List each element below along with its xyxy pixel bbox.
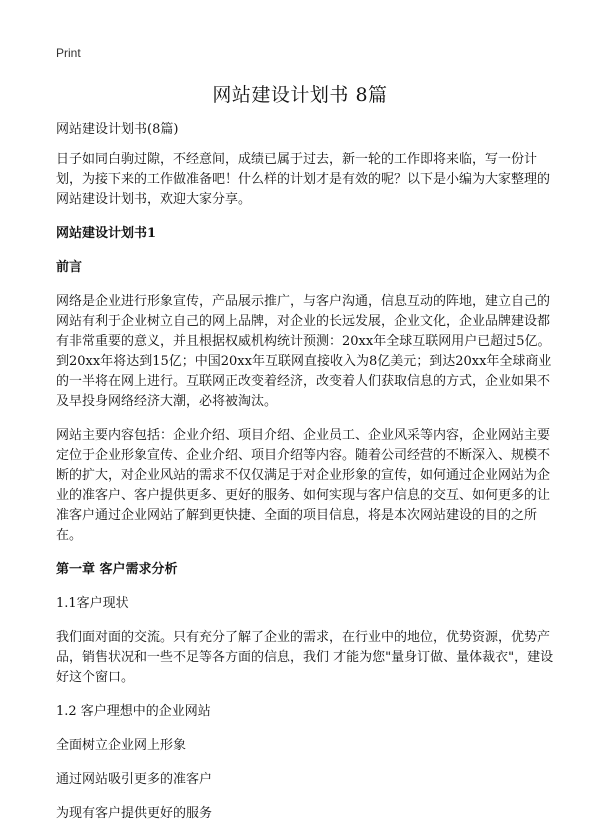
document-title: 网站建设计划书 8篇 — [212, 84, 388, 106]
list-item: 通过网站吸引更多的准客户 — [56, 772, 213, 787]
heading-plan-1: 网站建设计划书1 — [56, 226, 157, 241]
list-item: 为现有客户提供更好的服务 — [56, 806, 213, 821]
preface-paragraph-2: 网站主要内容包括：企业介绍、项目介绍、企业员工、企业风采等内容，企业网站主要定位于企业形象宣传、企业介绍、项目介绍等内容。随着公司经营的不断深入、规模不断的扩大，对企业风站的需求不仅仅满足于对企业形象的宣传，如何通过企业网站为企业的准客户、客户提供更多、更好的服务、如何实现与客户信息的交互、如何更多的让准客户通过企业网站了解到更快捷、全面的项目信息，将是本次网站建设的目的之所在。 — [56, 428, 551, 543]
document-subtitle: 网站建设计划书(8篇) — [56, 122, 179, 137]
preface-paragraph-1: 网络是企业进行形象宣传，产品展示推广，与客户沟通，信息互动的阵地，建立自己的网站有利于企业树立自己的网上品牌，对企业的长远发展，企业文化，企业品牌建设都有非常重要的意义，并且根据权威机构统计预测：20xx年全球互联网用户已超过5亿。到20xx年将达到15亿；中国20xx年互联网直接收入为8亿美元；到达20xx年全球商业的一半将在网上进行。互联网正改变着经济，改变着人们获取信息的方式，企业如果不及早投身网络经济大潮，必将被淘汰。 — [56, 294, 552, 409]
print-label: Print — [56, 46, 81, 60]
section-1-2-title: 1.2 客户理想中的企业网站 — [56, 704, 211, 719]
document-body — [56, 120, 556, 838]
section-1-1-paragraph: 我们面对面的交流。只有充分了解了企业的需求，在行业中的地位，优势资源，优势产品，销售状况和一些不足等各方面的信息，我们 才能为您"量身订做、量体裁衣"，建设好这个窗口。 — [56, 630, 554, 685]
intro-paragraph: 日子如同白驹过隙，不经意间，成绩已属于过去，新一轮的工作即将来临，写一份计划，为接下来的工作做准备吧！什么样的计划才是有效的呢？以下是小编为大家整理的网站建设计划书，欢迎大家分享。 — [56, 152, 551, 207]
heading-preface: 前言 — [56, 260, 83, 275]
section-1-1-title: 1.1客户现状 — [56, 596, 129, 611]
heading-chapter-1: 第一章 客户需求分析 — [56, 562, 178, 577]
list-item: 全面树立企业网上形象 — [56, 738, 187, 753]
